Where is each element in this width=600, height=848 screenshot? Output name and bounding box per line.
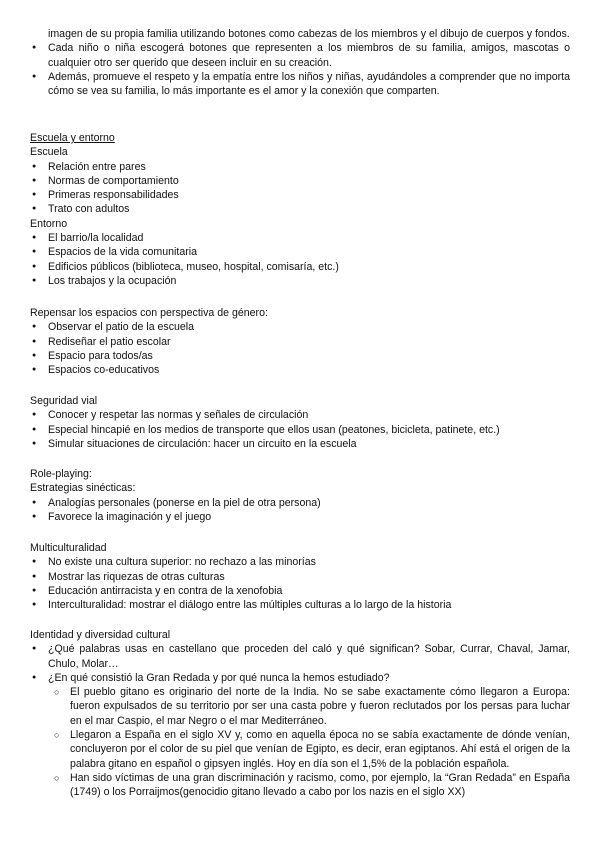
- escuela-entorno-section: [30, 131, 570, 288]
- section-title: Multiculturalidad: [30, 542, 107, 554]
- list-item: ● Relación entre pares: [30, 160, 570, 174]
- genero-section: [30, 306, 570, 377]
- seguridad-list: [30, 408, 570, 451]
- list-item: ● Normas de comportamiento: [30, 174, 570, 188]
- list-item: ● Cada niño o niña escogerá botones que representen a los miembros de su familia, amigos, mascotas o cualquier otro ser querido que deseen incluir en su creación.: [30, 41, 570, 70]
- list-item: ● Simular situaciones de circulación: hacer un circuito en la escuela: [30, 437, 570, 451]
- intro-list: [30, 41, 570, 98]
- list-item: ● Interculturalidad: mostrar el diálogo entre las múltiples culturas a lo largo de la historia: [30, 598, 570, 612]
- list-item: [30, 671, 570, 800]
- list-item: ● El barrio/la localidad: [30, 231, 570, 245]
- list-item: ● Además, promueve el respeto y la empatía entre los niños y niñas, ayudándoles a comprender que no importa cómo se vea su familia, lo más importante es el amor y la conexión que comparten.: [30, 70, 570, 99]
- list-item: ● Los trabajos y la ocupación: [30, 274, 570, 288]
- list-item: ● Mostrar las riquezas de otras culturas: [30, 570, 570, 584]
- roleplaying-list: [30, 496, 570, 525]
- list-item: ● Especial hincapié en los medios de transporte que ellos usan (peatones, bicicleta, patinete, etc.): [30, 423, 570, 437]
- list-item: ● ¿Qué palabras usas en castellano que proceden del caló y qué significan? Sobar, Currar, Chaval, Jamar, Chulo, Molar…: [30, 642, 570, 671]
- section-title: Identidad y diversidad cultural: [30, 629, 171, 641]
- seguridad-section: [30, 394, 570, 451]
- list-item: ● No existe una cultura superior: no rechazo a las minorías: [30, 555, 570, 569]
- list-item: ● Analogías personales (ponerse en la piel de otra persona): [30, 496, 570, 510]
- intro-section: [30, 27, 570, 98]
- sublist-item: ○ El pueblo gitano es originario del norte de la India. No se sabe exactamente cómo llegaron a Europa: fueron expulsados de su territorio por ser una casta pobre y fueron reclutados por los persas para luchar en el mar Caspio, el mar Negro o el mar Mediterráneo.: [52, 685, 570, 728]
- list-item: ● Espacio para todos/as: [30, 349, 570, 363]
- list-item: ● Edificios públicos (biblioteca, museo, hospital, comisaría, etc.): [30, 260, 570, 274]
- section-title: Role-playing:: [30, 468, 92, 480]
- multicultural-section: [30, 541, 570, 612]
- list-item: ● Favorece la imaginación y el juego: [30, 510, 570, 524]
- entorno-list: [30, 231, 570, 288]
- list-item: ● Espacios de la vida comunitaria: [30, 245, 570, 259]
- list-item: ● Conocer y respetar las normas y señales de circulación: [30, 408, 570, 422]
- subsection-label: Escuela: [30, 146, 68, 159]
- list-item: ● Rediseñar el patio escolar: [30, 335, 570, 349]
- section-subtitle: Estrategias sinécticas:: [30, 482, 136, 495]
- identidad-section: [30, 628, 570, 800]
- list-item: ● Espacios co-educativos: [30, 363, 570, 377]
- roleplaying-section: [30, 467, 570, 524]
- multicultural-list: [30, 555, 570, 612]
- genero-list: [30, 320, 570, 377]
- list-item: ● Primeras responsabilidades: [30, 188, 570, 202]
- list-item: ● Educación antirracista y en contra de la xenofobia: [30, 584, 570, 598]
- section-title: Seguridad vial: [30, 395, 98, 407]
- sublist-item: ○ Llegaron a España en el siglo XV y, como en aquella época no se sabía exactamente de dónde venían, concluyeron por el color de su piel que venían de Egipto, es decir, eran egiptanos. Ahí está el origen de la palabra gitano en español o gipsyen inglés. Hoy en día son el 1,5% de la población española.: [52, 728, 570, 771]
- sublist-item: ○ Han sido víctimas de una gran discriminación y racismo, como, por ejemplo, la “Gran Redada” en España (1749) o los Porraijmos(genocidio gitano llevado a cabo por los nazis en el siglo XX): [52, 771, 570, 800]
- list-item: ● Trato con adultos: [30, 202, 570, 216]
- escuela-list: [30, 160, 570, 217]
- list-item: ● Observar el patio de la escuela: [30, 320, 570, 334]
- question-text: ¿En qué consistió la Gran Redada y por qué nunca la hemos estudiado?: [48, 671, 390, 684]
- subsection-label: Entorno: [30, 217, 68, 230]
- identidad-list: [30, 642, 570, 799]
- section-title: Repensar los espacios con perspectiva de género:: [30, 307, 268, 319]
- section-title: Escuela y entorno: [30, 132, 115, 144]
- identidad-sublist: [52, 685, 570, 799]
- intro-continuation: imagen de su propia familia utilizando botones como cabezas de los miembros y el dibujo de cuerpos y fondos.: [48, 28, 570, 40]
